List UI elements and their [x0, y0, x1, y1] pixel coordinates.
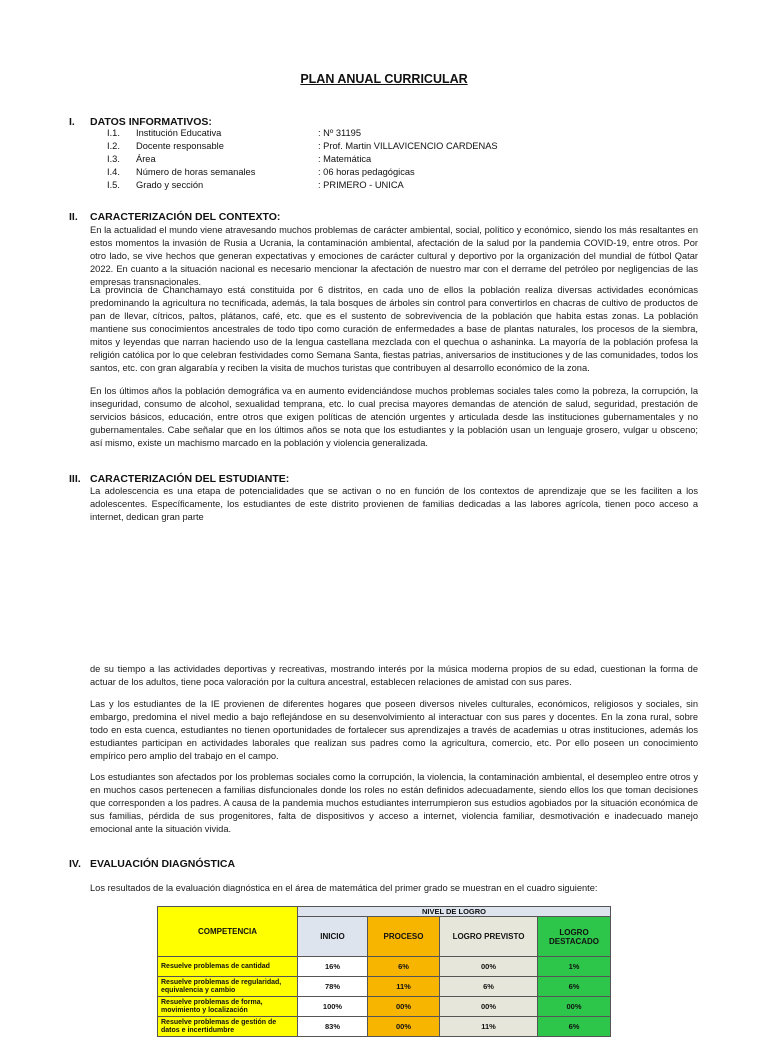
value-cell: 00% [368, 997, 440, 1017]
info-value: : Matemática [318, 154, 372, 164]
section-heading: DATOS INFORMATIVOS: [90, 116, 212, 128]
value-cell: 6% [538, 977, 611, 997]
info-row [0, 127, 768, 140]
info-code: I.4. [107, 167, 120, 177]
value-cell: 6% [368, 957, 440, 977]
evaluation-intro: Los resultados de la evaluación diagnóstica en el área de matemática del primer grado se muestran en el cuadro siguiente: [90, 883, 598, 893]
context-paragraph-3: En los últimos años la población demográfica va en aumento evidenciándose muchos problemas sociales tales como la pobreza, la corrupción, la inseguridad, consumo de alcohol, sexualidad temprana, etc. lo cual precisa mayores demandas de atención de salud, seguridad, prestación de servicios básicos, educación, entre otros que exigen políticas de atención urgentes y articulada desde las instituciones gubernamentales y no gubernamentales. Cabe señalar que en los últimos años se nota que los estudiantes y la población usan un lenguaje grosero, vulgar u obsceno; así mismo, existe un machismo marcado en la población y violencia generalizada. [90, 386, 698, 448]
info-row [0, 153, 768, 166]
info-value: : PRIMERO - UNICA [318, 180, 404, 190]
level-header-previsto: LOGRO PREVISTO [440, 917, 538, 957]
value-cell: 83% [298, 1017, 368, 1037]
section-number: I. [69, 116, 75, 128]
competencia-header: COMPETENCIA [158, 907, 298, 957]
section-heading: CARACTERIZACIÓN DEL CONTEXTO: [90, 211, 281, 223]
competencia-cell: Resuelve problemas de cantidad [158, 957, 298, 977]
info-value: : Nº 31195 [318, 128, 362, 138]
value-cell: 00% [440, 997, 538, 1017]
student-paragraph-1: La adolescencia es una etapa de potencialidades que se activan o no en función de los contextos de aprendizaje que se les faciliten a los adolescentes. Específicamente, los estudiantes de este distrito provienen de familias dedicadas a las labores agrícola, tienen poco acceso a internet, dedican gran parte [90, 486, 698, 522]
student-paragraph-3: Los estudiantes son afectados por los problemas sociales como la corrupción, la violencia, la contaminación ambiental, el desempleo entre otros y en muchos casos pertenecen a familias disfuncionales donde los roles no están definidos adecuadamente, siendo ellos los que toman decisiones que corresponden a los padres. A causa de la pandemia muchos estudiantes interrumpieron sus estudios agobiados por la situación económica de sus familias, pérdida de sus progenitores, falta de dispositivos y acceso a internet, violencia familiar, desmotivación e inadecuado manejo emocional ante la situación vivida. [90, 772, 698, 834]
level-header-proceso: PROCESO [368, 917, 440, 957]
section-heading: CARACTERIZACIÓN DEL ESTUDIANTE: [90, 473, 290, 485]
info-row [0, 179, 768, 192]
section-heading: EVALUACIÓN DIAGNÓSTICA [90, 858, 236, 870]
value-cell: 1% [538, 957, 611, 977]
table-row [158, 997, 611, 1017]
section-number: II. [69, 211, 78, 223]
table-row [158, 957, 611, 977]
value-cell: 6% [538, 1017, 611, 1037]
info-label: Número de horas semanales [136, 167, 256, 177]
info-code: I.3. [107, 154, 120, 164]
value-cell: 00% [538, 997, 611, 1017]
competencia-cell: Resuelve problemas de forma, movimiento y localización [158, 997, 298, 1017]
info-label: Docente responsable [136, 141, 224, 151]
nivel-header: NIVEL DE LOGRO [298, 907, 611, 917]
page-title: PLAN ANUAL CURRICULAR [300, 72, 468, 86]
section-number: III. [69, 473, 81, 485]
student-paragraph-1-continued: de su tiempo a las actividades deportivas y recreativas, mostrando interés por la música moderna propios de su edad, cuestionan la forma de actuar de los adultos, tiene poca valoración por la cultura ancestral, establecen relaciones de amistad con sus pares. [90, 664, 698, 687]
info-list [0, 127, 768, 192]
section-number: IV. [69, 858, 81, 870]
evaluation-table [157, 906, 611, 1037]
info-label: Institución Educativa [136, 128, 222, 138]
value-cell: 11% [440, 1017, 538, 1037]
info-code: I.1. [107, 128, 120, 138]
value-cell: 00% [368, 1017, 440, 1037]
table-row [158, 977, 611, 997]
info-label: Grado y sección [136, 180, 204, 190]
competencia-cell: Resuelve problemas de gestión de datos e incertidumbre [158, 1017, 298, 1037]
info-value: : Prof. Martin VILLAVICENCIO CARDENAS [318, 141, 498, 151]
value-cell: 78% [298, 977, 368, 997]
info-code: I.5. [107, 180, 120, 190]
value-cell: 11% [368, 977, 440, 997]
value-cell: 6% [440, 977, 538, 997]
competencia-cell: Resuelve problemas de regularidad, equivalencia y cambio [158, 977, 298, 997]
info-row [0, 140, 768, 153]
info-code: I.2. [107, 141, 120, 151]
student-paragraph-2: Las y los estudiantes de la IE provienen de diferentes hogares que poseen diversos niveles culturales, económicos, religiosos y sociales, sin embargo, predomina el nivel medio a bajo reflejándose en su desenvolvimiento al interactuar con sus pares y docentes. En la zona rural, sobre todo en esta cuenca, estudiantes no tienen oportunidades de fortalecer sus aprendizajes a través de academias u otras instituciones, además los estudiantes participan en actividades laborales que realizan sus padres como la agricultura, comercio, etc. Por ello poseen un conocimiento empírico pero amplio del trabajo en el campo. [90, 699, 698, 761]
value-cell: 100% [298, 997, 368, 1017]
info-row [0, 166, 768, 179]
level-header-destacado: LOGRO DESTACADO [538, 917, 611, 957]
context-paragraph-2: La provincia de Chanchamayo está constituida por 6 distritos, en cada uno de ellos la población realiza diversas actividades económicas predominando la agricultura no tecnificada, además, la tala bosques de árboles sin control para convertirlos en chacras de cultivo de productos de pan de llevar, cítricos, paltos, plátanos, café, etc. que es el sustento de sobrevivencia de la población que habita estas zonas. La población mantiene sus conocimientos ancestrales de todo tipo como curación de enfermedades a base de plantas naturales, los procesos de la siembra, mitos y leyendas que narran haciendo uso de la lengua castellana mezclada con el quechua o ashaninka. La mayoría de la población profesa la religión católica por lo que celebran festividades como Semana Santa, fiestas patrias, aniversarios de instituciones y de las comunidades, todos los santos, etc. con gran algarabía y reciben la visita de muchos turistas que contribuyen al desarrollo económico de la zona. [90, 285, 698, 373]
value-cell: 00% [440, 957, 538, 977]
level-header-inicio: INICIO [298, 917, 368, 957]
value-cell: 16% [298, 957, 368, 977]
context-paragraph-1: En la actualidad el mundo viene atravesando muchos problemas de carácter ambiental, social, político y económico, siendo los más resaltantes en estos momentos la invasión de Rusia a Ucrania, la contaminación ambiental, afectación de la salud por la pandemia COVID-19, entre otros. Por otro lado, se vive hechos que generan expectativas y emociones de carácter cultural y deportivo por la organización del mundial de fútbol Qatar 2022. En cuanto a la situación nacional es necesario mencionar la afectación de nuestro mar con el derrame del petróleo por negligencias de las empresas transnacionales. [90, 225, 698, 287]
table-row [158, 1017, 611, 1037]
info-label: Área [136, 154, 156, 164]
info-value: : 06 horas pedagógicas [318, 167, 415, 177]
